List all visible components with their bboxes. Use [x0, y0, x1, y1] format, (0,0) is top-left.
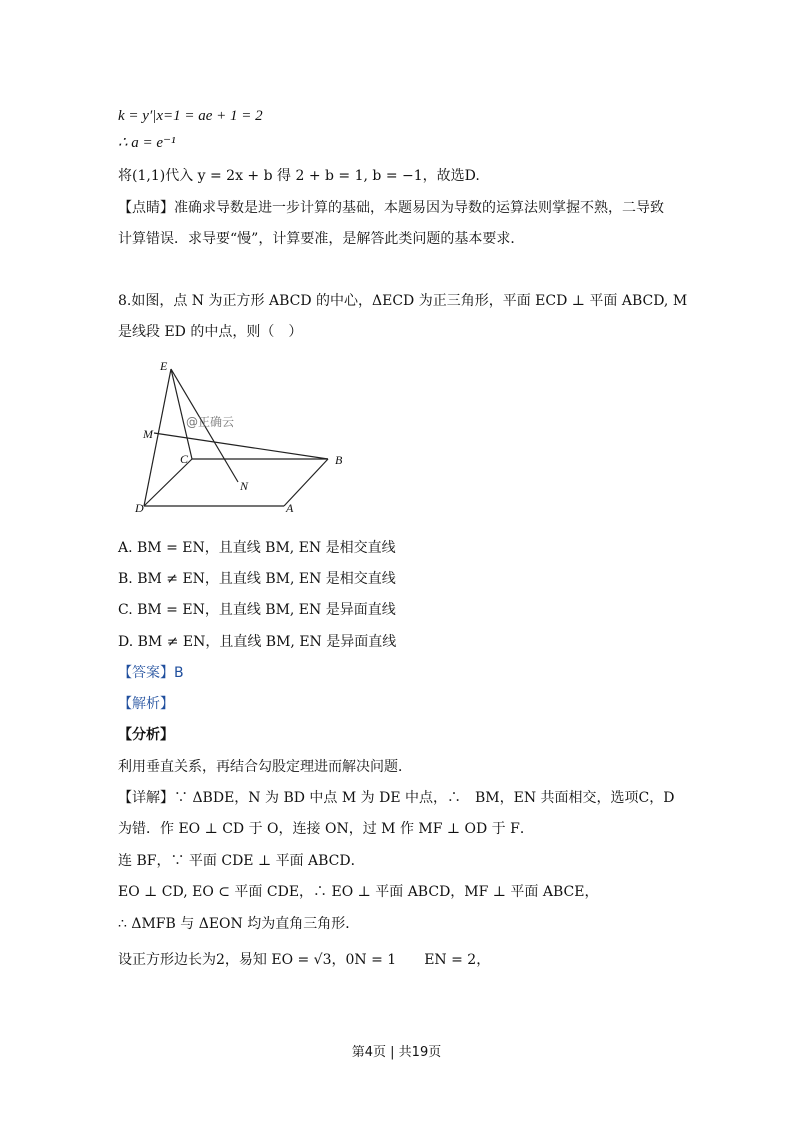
analysis-line: 利用垂直关系，再结合勾股定理进而解决问题． — [118, 759, 412, 775]
dianjing-line-2: 计算错误．求导要“慢”，计算要准，是解答此类问题的基本要求． — [118, 231, 525, 247]
detail-line-5: ∴ ΔMFB 与 ΔEON 均为直角三角形． — [118, 916, 360, 932]
label-E: E — [160, 359, 168, 373]
label-M: M — [143, 427, 153, 441]
solution-line-2: ∴ a = e⁻¹ — [118, 135, 176, 151]
answer-line: 【答案】B — [118, 665, 184, 681]
question-8-line-2: 是线段 ED 的中点，则（ ） — [118, 324, 303, 340]
detail-line-6: 设正方形边长为2，易知 EO = √3，0N = 1 EN = 2， — [118, 952, 491, 968]
page-footer: 第4页 | 共19页 — [351, 1045, 442, 1060]
geometry-figure — [130, 356, 360, 521]
question-8-line-1: 8.如图，点 N 为正方形 ABCD 的中心，ΔECD 为正三角形，平面 ECD ⊥ 平面 ABCD, M — [118, 293, 688, 309]
dianjing-line-1: 【点睛】准确求导数是进一步计算的基础，本题易因为导数的运算法则掌握不熟，二导致 — [118, 200, 664, 216]
jiexi-heading: 【解析】 — [118, 696, 174, 712]
option-c: C. BM = EN，且直线 BM, EN 是异面直线 — [118, 602, 396, 618]
edge-CD — [144, 459, 192, 506]
option-d: D. BM ≠ EN，且直线 BM, EN 是异面直线 — [118, 634, 397, 650]
detail-line-3: 连 BF，∵ 平面 CDE ⊥ 平面 ABCD． — [118, 853, 365, 869]
detail-line-2: 为错．作 EO ⊥ CD 于 O，连接 ON，过 M 作 MF ⊥ OD 于 F． — [118, 821, 534, 837]
fenxi-heading: 【分析】 — [118, 727, 174, 743]
solution-line-3: 将(1,1)代入 y = 2x + b 得 2 + b = 1, b = −1，故选D. — [118, 168, 480, 184]
label-C: C — [180, 452, 189, 466]
label-D: D — [135, 501, 144, 515]
edge-AB — [284, 459, 328, 506]
label-A: A — [286, 501, 294, 515]
edge-EC — [171, 369, 192, 459]
label-B: B — [335, 453, 343, 467]
option-a: A. BM = EN，且直线 BM, EN 是相交直线 — [118, 540, 396, 556]
option-b: B. BM ≠ EN，且直线 BM, EN 是相交直线 — [118, 571, 396, 587]
label-N: N — [240, 479, 249, 493]
watermark: @正确云 — [186, 415, 235, 429]
detail-line-1: 【详解】∵ ΔBDE，N 为 BD 中点 M 为 DE 中点，∴ BM，EN 共面相交，选项C，D — [118, 790, 675, 806]
detail-line-4: EO ⊥ CD, EO ⊂ 平面 CDE，∴ EO ⊥ 平面 ABCD，MF ⊥ 平面 ABCE， — [118, 884, 599, 900]
solution-line-1: k = y′|x=1 = ae + 1 = 2 — [118, 108, 263, 124]
